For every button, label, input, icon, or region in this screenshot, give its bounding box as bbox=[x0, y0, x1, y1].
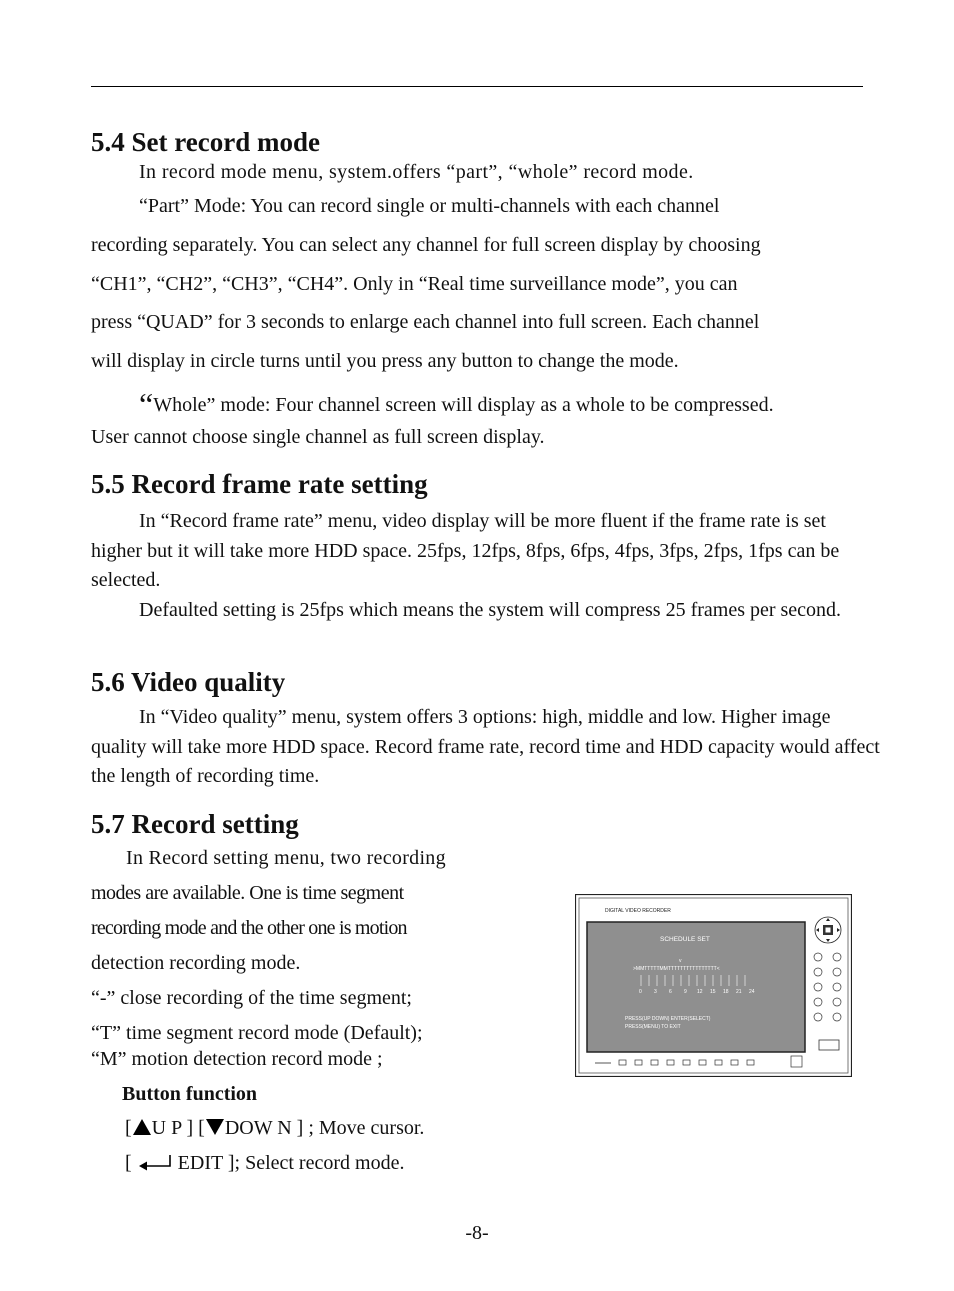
dvr-brand: DIGITAL VIDEO RECORDER bbox=[605, 908, 671, 914]
svg-text:9: 9 bbox=[684, 989, 687, 995]
screen-title: SCHEDULE SET bbox=[660, 936, 710, 943]
s57-line6: “T” time segment record mode (Default); bbox=[91, 1022, 423, 1044]
page-number: -8- bbox=[465, 1222, 489, 1244]
dvr-drawing bbox=[575, 894, 852, 1077]
header-rule bbox=[91, 86, 863, 87]
s54-line2: “Part” Mode: You can record single or multi-channels with each channel bbox=[139, 195, 720, 217]
svg-text:21: 21 bbox=[736, 989, 742, 995]
svg-text:0: 0 bbox=[639, 989, 642, 995]
up-arrow-icon bbox=[133, 1119, 151, 1135]
s55-para1: In “Record frame rate” menu, video display will be more fluent if the frame rate is set higher but it will take more HDD space. 25fps, 12fps, 8fps, 6fps, 4fps, 3fps, 2fps, 1fps can be selected. bbox=[91, 510, 840, 591]
s56-para1: In “Video quality” menu, system offers 3 options: high, middle and low. Higher image quality will take more HDD space. Record frame rate, record time and HDD capacity would affect the length of recording time. bbox=[91, 706, 880, 787]
schedule-cursor: v bbox=[679, 958, 682, 964]
s54-line1: In record mode menu, system.offers “part”, “whole” record mode. bbox=[139, 161, 694, 183]
enter-arrow-icon bbox=[137, 1153, 173, 1171]
btn-edit-line: [ EDIT ]; Select record mode. bbox=[125, 1152, 405, 1174]
s57-line2: modes are available. One is time segment bbox=[91, 882, 404, 904]
s57-line4: detection recording mode. bbox=[91, 952, 301, 974]
schedule-hours bbox=[639, 989, 755, 995]
svg-text:6: 6 bbox=[669, 989, 672, 995]
s54-line8: User cannot choose single channel as full screen display. bbox=[91, 426, 545, 448]
svg-text:12: 12 bbox=[697, 989, 703, 995]
schedule-string: >MMTTTTTMMTTTTTTTTTTTTTTTT< bbox=[633, 966, 720, 972]
dvr-illustration bbox=[575, 894, 852, 1077]
heading-5-4: 5.4 Set record mode bbox=[91, 127, 320, 157]
ir-window bbox=[819, 1040, 839, 1050]
s57-line1: In Record setting menu, two recording bbox=[126, 847, 446, 869]
svg-text:24: 24 bbox=[749, 989, 755, 995]
help-line-1: PRESS(UP DOWN) ENTER(SELECT) bbox=[625, 1016, 711, 1022]
heading-5-6: 5.6 Video quality bbox=[91, 667, 286, 697]
s54-line4: “CH1”, “CH2”, “CH3”, “CH4”. Only in “Real time surveillance mode”, you can bbox=[91, 273, 738, 295]
s54-line3: recording separately. You can select any channel for full screen display by choosing bbox=[91, 234, 761, 256]
svg-text:18: 18 bbox=[723, 989, 729, 995]
s54-line6: will display in circle turns until you press any button to change the mode. bbox=[91, 350, 679, 372]
s57-line7: “M” motion detection record mode ; bbox=[91, 1048, 383, 1070]
dpad-icon bbox=[815, 917, 841, 943]
s54-whole-line bbox=[139, 386, 774, 422]
s57-line5: “-” close recording of the time segment; bbox=[91, 987, 412, 1009]
s54-line5: press “QUAD” for 3 seconds to enlarge each channel into full screen. Each channel bbox=[91, 311, 760, 333]
s54-whole-text: Whole” mode: Four channel screen will display as a whole to be compressed. bbox=[153, 394, 774, 416]
s57-line3: recording mode and the other one is motion bbox=[91, 917, 407, 939]
heading-5-5: 5.5 Record frame rate setting bbox=[91, 469, 428, 499]
svg-text:3: 3 bbox=[654, 989, 657, 995]
down-arrow-icon bbox=[206, 1119, 224, 1135]
svg-text:15: 15 bbox=[710, 989, 716, 995]
s55-para2: Defaulted setting is 25fps which means the system will compress 25 frames per second. bbox=[139, 599, 842, 621]
open-quote: “ bbox=[139, 386, 154, 422]
help-line-2: PRESS(MENU) TO EXIT bbox=[625, 1024, 681, 1030]
btn-updown-line: [ U P ] [ DOW N ] ; Move cursor. bbox=[125, 1117, 425, 1139]
heading-5-7: 5.7 Record setting bbox=[91, 809, 299, 839]
button-function-heading: Button function bbox=[122, 1083, 258, 1105]
